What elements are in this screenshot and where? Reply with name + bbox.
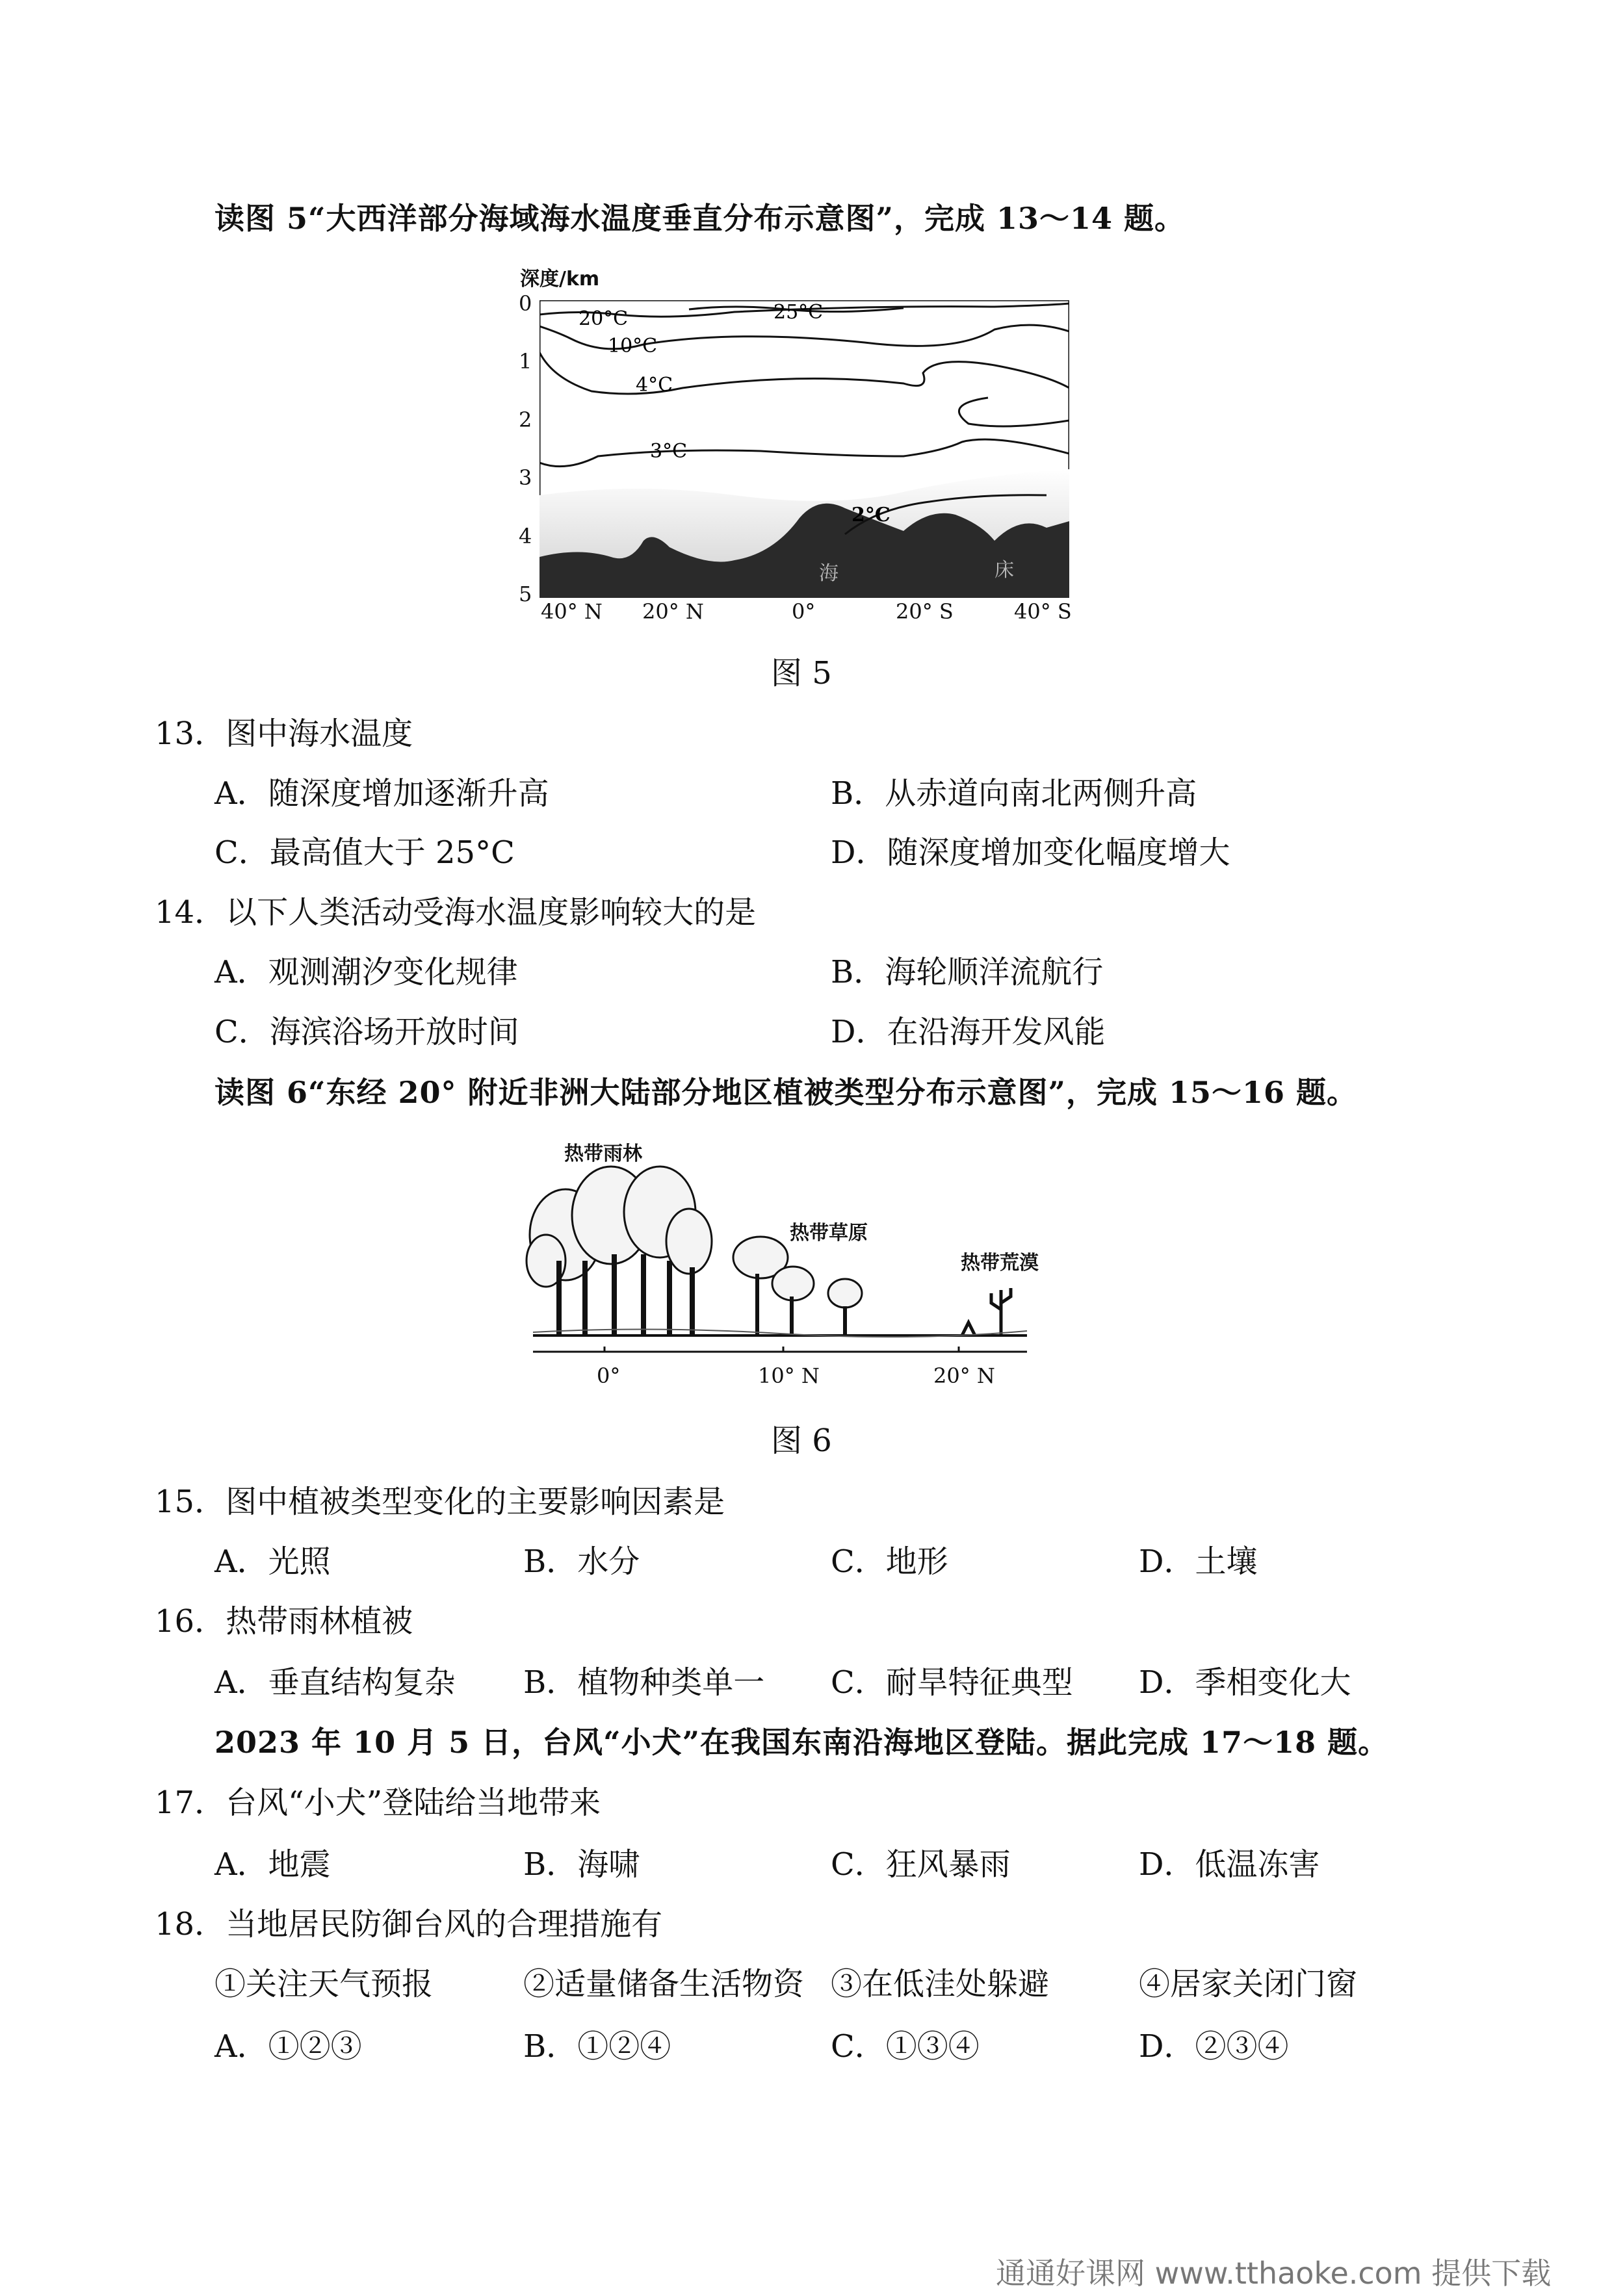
figure5-chart [540,300,1069,598]
fig5-xtick: 20° S [896,599,954,624]
q13-option-b: B．从赤道向南北两侧升高 [831,775,1197,812]
q14-option-c: C．海滨浴场开放时间 [214,1014,519,1050]
fig6-label-rainforest: 热带雨林 [564,1142,642,1165]
q16-stem: 16．热带雨林植被 [155,1603,413,1640]
fig5-label-10: 10°C [608,335,658,357]
q18-stem: 18．当地居民防御台风的合理措施有 [155,1906,663,1942]
fig5-ylabel: 深度/km [520,268,600,290]
fig5-label-2: 2°C [852,504,890,526]
fig5-seabed-char: 海 [819,562,838,585]
fig6-label-savanna: 热带草原 [790,1222,868,1245]
q13-option-a: A．随深度增加逐渐升高 [214,775,549,812]
q18-option-b: B．①②④ [523,2028,671,2065]
q15-option-d: D．土壤 [1139,1543,1258,1580]
q18-item-1: ①关注天气预报 [214,1966,434,2002]
watermark: 通通好课网 www.tthaoke.com 提供下载 [996,2256,1552,2291]
fig6-xtick: 0° [597,1363,621,1388]
intro-figure6: 读图 6“东经 20° 附近非洲大陆部分地区植被类型分布示意图”，完成 15～16 题。 [214,1075,1358,1110]
q17-stem: 17．台风“小犬”登陆给当地带来 [155,1785,601,1821]
q15-stem: 15．图中植被类型变化的主要影响因素是 [155,1484,725,1520]
q18-option-a: A．①②③ [214,2028,362,2065]
q17-option-c: C．狂风暴雨 [831,1846,1011,1883]
fig5-ytick: 2 [519,407,532,432]
fig5-ytick: 0 [519,291,532,316]
fig5-ytick: 3 [519,465,532,490]
q14-stem: 14．以下人类活动受海水温度影响较大的是 [155,894,757,931]
figure6-caption: 图 6 [771,1423,832,1459]
q18-option-d: D．②③④ [1139,2028,1289,2065]
q16-option-b: B．植物种类单一 [523,1664,765,1701]
fig5-seabed-char: 床 [994,559,1014,582]
q18-item-4: ④居家关闭门窗 [1139,1966,1358,2002]
intro-figure5: 读图 5“大西洋部分海域海水温度垂直分布示意图”，完成 13～14 题。 [214,201,1185,236]
fig5-xtick: 0° [792,599,816,624]
fig6-savanna-trees [733,1237,862,1308]
q14-option-a: A．观测潮汐变化规律 [214,954,518,990]
q15-option-a: A．光照 [214,1543,331,1580]
fig5-ytick: 5 [519,582,532,606]
q17-option-a: A．地震 [214,1846,331,1883]
q18-item-2: ②适量储备生活物资 [523,1966,805,2002]
fig5-xtick: 40° N [541,599,603,624]
q13-option-c: C．最高值大于 25°C [214,834,515,871]
q13-option-d: D．随深度增加变化幅度增大 [831,834,1230,871]
q15-option-c: C．地形 [831,1543,948,1580]
fig5-ytick: 1 [519,349,532,374]
q13-stem: 13．图中海水温度 [155,716,413,752]
q16-option-a: A．垂直结构复杂 [214,1664,456,1701]
q14-option-d: D．在沿海开发风能 [831,1014,1106,1050]
q16-option-d: D．季相变化大 [1139,1664,1351,1701]
fig5-label-4: 4°C [636,374,673,396]
q18-item-3: ③在低洼处躲避 [831,1966,1050,2002]
intro-typhoon: 2023 年 10 月 5 日，台风“小犬”在我国东南沿海地区登陆。据此完成 17～18 题。 [214,1725,1389,1760]
fig6-label-desert: 热带荒漠 [961,1252,1039,1274]
q14-option-b: B．海轮顺洋流航行 [831,954,1104,990]
q15-option-b: B．水分 [523,1543,640,1580]
q17-option-d: D．低温冻害 [1139,1846,1320,1883]
fig5-xtick: 40° S [1014,599,1072,624]
fig5-label-25: 25°C [774,301,824,324]
q18-option-c: C．①③④ [831,2028,980,2065]
fig5-xtick: 20° N [642,599,704,624]
fig6-xtick: 10° N [758,1363,820,1388]
q16-option-c: C．耐旱特征典型 [831,1664,1073,1701]
fig6-xtick: 20° N [933,1363,995,1388]
figure5-caption: 图 5 [771,655,832,691]
figure6-illustration [520,1163,1040,1358]
fig6-desert-plants [962,1288,1011,1335]
fig6-rainforest-trees [526,1167,712,1287]
fig5-label-3: 3°C [650,440,688,463]
fig5-label-20: 20°C [578,307,629,330]
fig5-ytick: 4 [519,524,532,548]
q17-option-b: B．海啸 [523,1846,640,1883]
